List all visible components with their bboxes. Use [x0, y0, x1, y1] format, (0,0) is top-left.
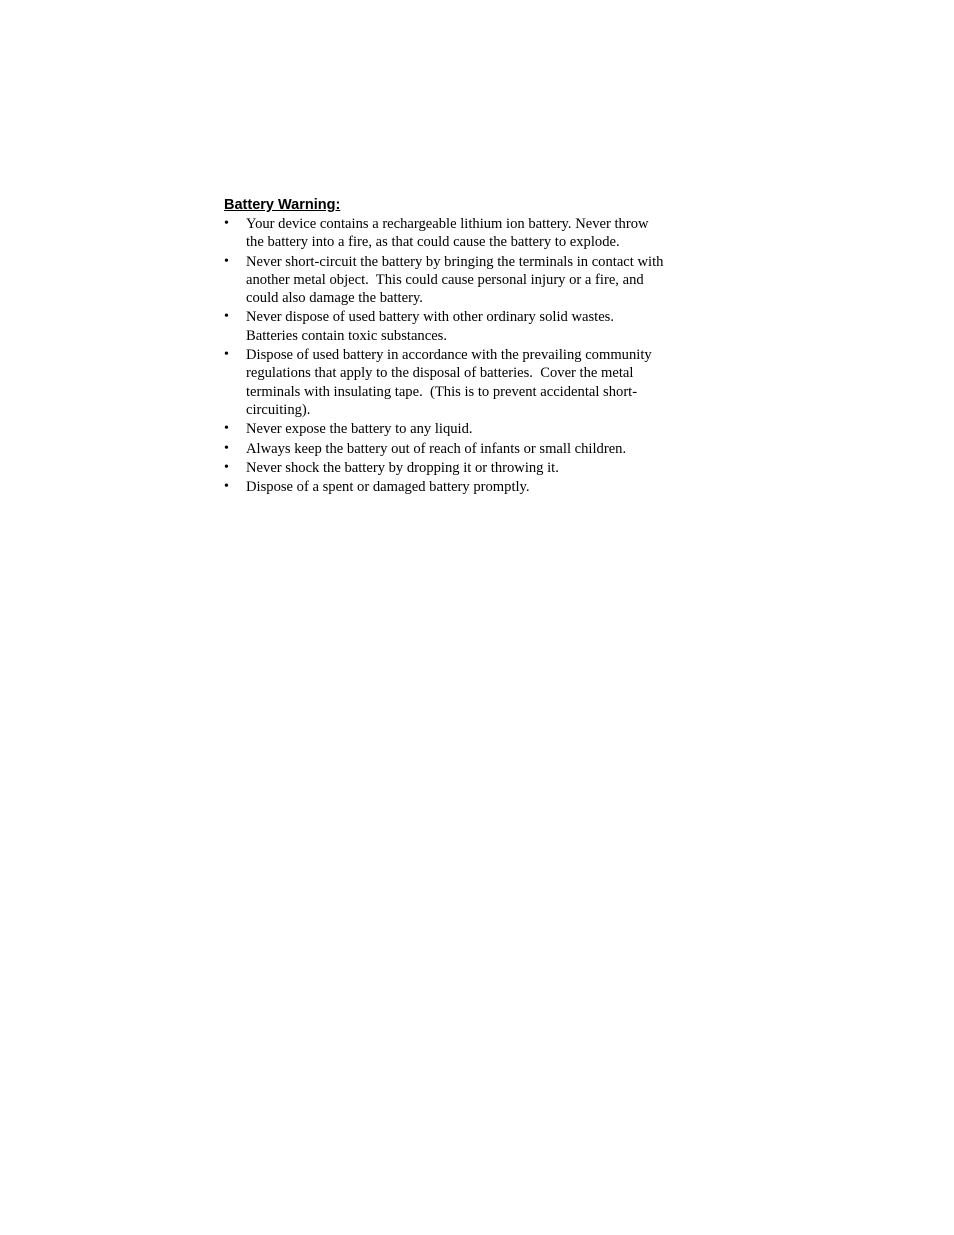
list-item [224, 253, 704, 308]
battery-warning-list [224, 215, 704, 496]
battery-warning-heading: Battery Warning: [224, 197, 341, 213]
bullet-icon: • [224, 479, 229, 495]
battery-warning-section [224, 196, 704, 497]
bullet-icon: • [224, 421, 229, 437]
list-item [224, 478, 704, 496]
list-item [224, 440, 704, 458]
list-item-text: Never expose the battery to any liquid. [246, 421, 473, 438]
list-item [224, 215, 704, 252]
list-item-text: Always keep the battery out of reach of infants or small children. [246, 440, 627, 457]
list-item-text: Dispose of used battery in accordance with the prevailing community regulations that apply to the disposal of batteries. Cover the metal terminals with insulating tape. (This is to prevent accidental short- circuiting). [246, 347, 652, 418]
list-item-text: Never shock the battery by dropping it or throwing it. [246, 459, 559, 476]
list-item-text: Dispose of a spent or damaged battery promptly. [246, 479, 530, 496]
bullet-icon: • [224, 459, 229, 475]
list-item [224, 420, 704, 438]
bullet-icon: • [224, 347, 229, 363]
list-item-text: Never short-circuit the battery by bringing the terminals in contact with another metal object. This could cause personal injury or a fire, and could also damage the battery. [246, 253, 664, 307]
bullet-icon: • [224, 216, 229, 231]
bullet-icon: • [224, 309, 229, 325]
list-item-text: Your device contains a rechargeable lithium ion battery. Never throw the battery into a fire, as that could cause the battery to explode. [246, 216, 649, 251]
list-item [224, 346, 704, 419]
list-item [224, 459, 704, 477]
list-item [224, 308, 704, 345]
bullet-icon: • [224, 253, 229, 269]
bullet-icon: • [224, 440, 229, 456]
list-item-text: Never dispose of used battery with other ordinary solid wastes. Batteries contain toxic substances. [246, 309, 615, 344]
